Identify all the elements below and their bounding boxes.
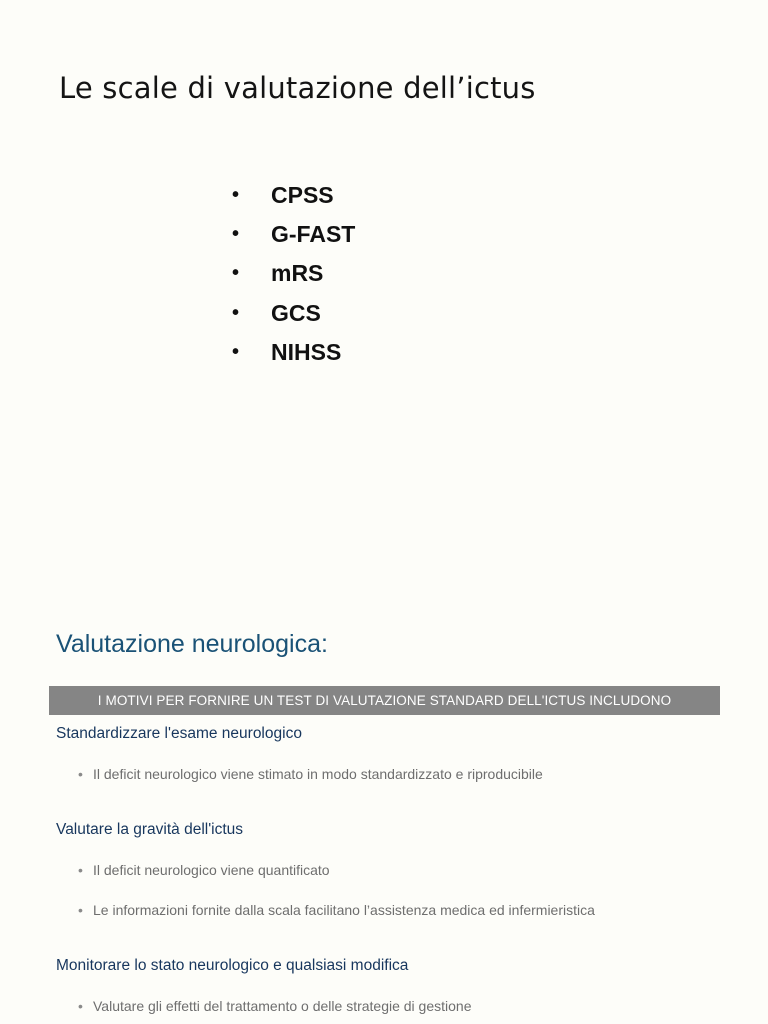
bullet-icon: • (78, 862, 83, 878)
bullet-point (78, 766, 543, 782)
subheading-monitor: Monitorare lo stato neurologico e qualsiasi modifica (56, 957, 409, 974)
bullet-icon: • (232, 184, 240, 207)
bullet-icon: • (78, 766, 83, 782)
scale-label: CPSS (271, 182, 334, 209)
bullet-icon: • (232, 301, 240, 324)
list-item-g-fast (232, 215, 355, 254)
subheading-severity: Valutare la gravità dell'ictus (56, 821, 244, 838)
point-text: Le informazioni fornite dalla scala facilitano l’assistenza medica ed infermieristica (93, 902, 595, 918)
subheading-standardize: Standardizzare l'esame neurologico (56, 725, 302, 742)
bullet-point (78, 902, 595, 918)
section-band (49, 686, 720, 715)
slide-title: Le scale di valutazione dell’ictus (59, 71, 536, 105)
bullet-icon: • (232, 340, 240, 363)
bullet-icon: • (78, 998, 83, 1014)
list-item-nihss (232, 333, 355, 372)
point-text: Il deficit neurologico viene quantificato (93, 862, 330, 878)
bullet-point (78, 862, 330, 878)
bullet-point (78, 998, 472, 1014)
band-text: I MOTIVI PER FORNIRE UN TEST DI VALUTAZIONE STANDARD DELL'ICTUS INCLUDONO (97, 693, 672, 708)
scale-label: mRS (271, 260, 324, 287)
list-item-cpss (232, 176, 355, 215)
list-item-mrs (232, 254, 355, 293)
point-text: Valutare gli effetti del trattamento o delle strategie di gestione (93, 998, 472, 1014)
list-item-gcs (232, 294, 355, 333)
scale-list (232, 176, 355, 372)
section-title: Valutazione neurologica: (56, 630, 328, 658)
bullet-icon: • (232, 262, 240, 285)
point-text: Il deficit neurologico viene stimato in modo standardizzato e riproducibile (93, 766, 543, 782)
bullet-icon: • (232, 223, 240, 246)
scale-label: G-FAST (271, 221, 356, 248)
bullet-icon: • (78, 902, 83, 918)
scale-label: GCS (271, 299, 321, 326)
scale-label: NIHSS (271, 338, 342, 365)
